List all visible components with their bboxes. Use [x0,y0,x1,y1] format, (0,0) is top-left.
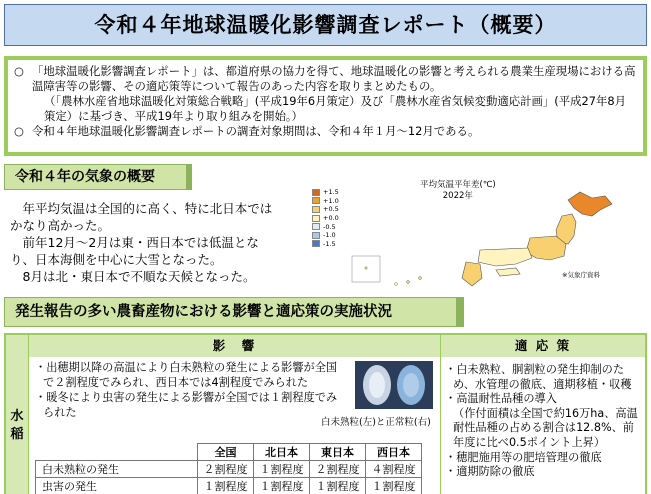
table-row [36,478,422,494]
table-cell: １割程度 [366,478,422,494]
impacts-heading: 発生報告の多い農畜産物における影響と適応策の実施状況 [4,297,464,327]
rice-image-caption: 白未熟粒(左)と正常粒(右) [321,417,431,428]
rate-table-header-row [36,444,422,461]
table-cell: １割程度 [254,478,310,494]
weather-paragraph: 8月は北・東日本で不順な天候となった。 [22,269,256,284]
rate-table-header: 北日本 [254,444,310,461]
measures-cell [440,357,645,494]
intro-paragraph-2: ○ 令和４年地球温暖化影響調査レポートの調査対象期間は、令和４年１月～12月である。 [14,124,480,138]
measure-note: （作付面積は全国で約16万ha、高温耐性品種の占める割合は12.8%、前年度に比べ0.5ポイント上昇） [453,406,638,449]
intro-note: （「農林水産省地球温暖化対策総合戦略」(平成19年6月策定）及び「農林水産省気候変動適応計画」(平成27年8月策定）に基づき、平成19年より取り組みを開始。） [44,94,627,123]
row-label: 白未熟粒の発生 [36,461,198,478]
impact-bullet: ・出穂期以降の高温により白未熟粒の発生による影響が全国で２割程度でみられ、西日本では4割程度でみられた [35,361,338,389]
legend-item: +0.0 [312,214,342,223]
table-cell: １割程度 [310,478,366,494]
measure-item: ・穂肥施用等の肥培管理の徹底 [445,450,602,464]
table-cell: ４割程度 [366,461,422,478]
impact-column-header: 影 響 [28,335,440,357]
map-title: 平均気温平年差(℃) 2022年 [420,180,496,201]
map-caption: ※気象庁資料 [562,271,600,279]
legend-item: +0.5 [312,205,342,214]
rate-table-header: 全国 [198,444,254,461]
legend-item: -1.0 [312,231,342,240]
intro-paragraph-1: ○ 「地球温暖化影響調査レポート」は、都道府県の協力を得て、地球温暖化の影響と考えられる農業生産現場における高温障害等の影響、その適応策等について報告のあった内容を取りまとめたもの。 [14,64,636,93]
legend-item: +1.0 [312,197,342,206]
rate-table [35,443,422,494]
measures-column-header: 適 応 策 [440,335,645,357]
measure-item: ・高温耐性品種の導入 [445,392,557,406]
measure-item: ・適期防除の徹底 [445,465,535,479]
impacts-table [4,333,647,494]
weather-summary [10,200,278,285]
page-title: 令和４年地球温暖化影響調査レポート（概要） [4,4,647,46]
legend-item: -1.5 [312,240,342,249]
table-cell: ２割程度 [310,461,366,478]
rate-table-header: 東日本 [310,444,366,461]
impact-bullet: ・暖冬により虫害の発生による影響が全国では１割程度でみられた [35,391,338,419]
weather-heading: 令和４年の気象の概要 [4,164,192,190]
crop-label-rice: 水 稲 [6,357,28,494]
rice-grain-photo [355,361,433,409]
legend-item: -0.5 [312,222,342,231]
corner-cell [6,335,28,357]
row-label: 虫害の発生 [36,478,198,494]
intro-box [4,56,647,156]
weather-paragraph: 前年12月～2月は東・西日本では低温となり、日本海側を中心に大雪となった。 [10,235,259,267]
rate-table-header: 西日本 [366,444,422,461]
temperature-map [300,178,647,290]
table-cell: １割程度 [198,478,254,494]
rate-table-corner [36,444,198,461]
impact-text [35,361,347,420]
table-row [36,461,422,478]
table-cell: ２割程度 [198,461,254,478]
table-cell: １割程度 [254,461,310,478]
weather-paragraph: 年平均気温は全国的に高く、特に北日本ではかなり高かった。 [10,201,273,233]
legend-item: +1.5 [312,188,342,197]
impact-cell [28,357,440,494]
circle-bullet-icon: ○ [14,64,24,78]
measure-item: ・白未熟粒、胴割粒の発生抑制のため、水管理の徹底、適期移植・収穫 [445,363,632,391]
circle-bullet-icon: ○ [14,124,24,138]
